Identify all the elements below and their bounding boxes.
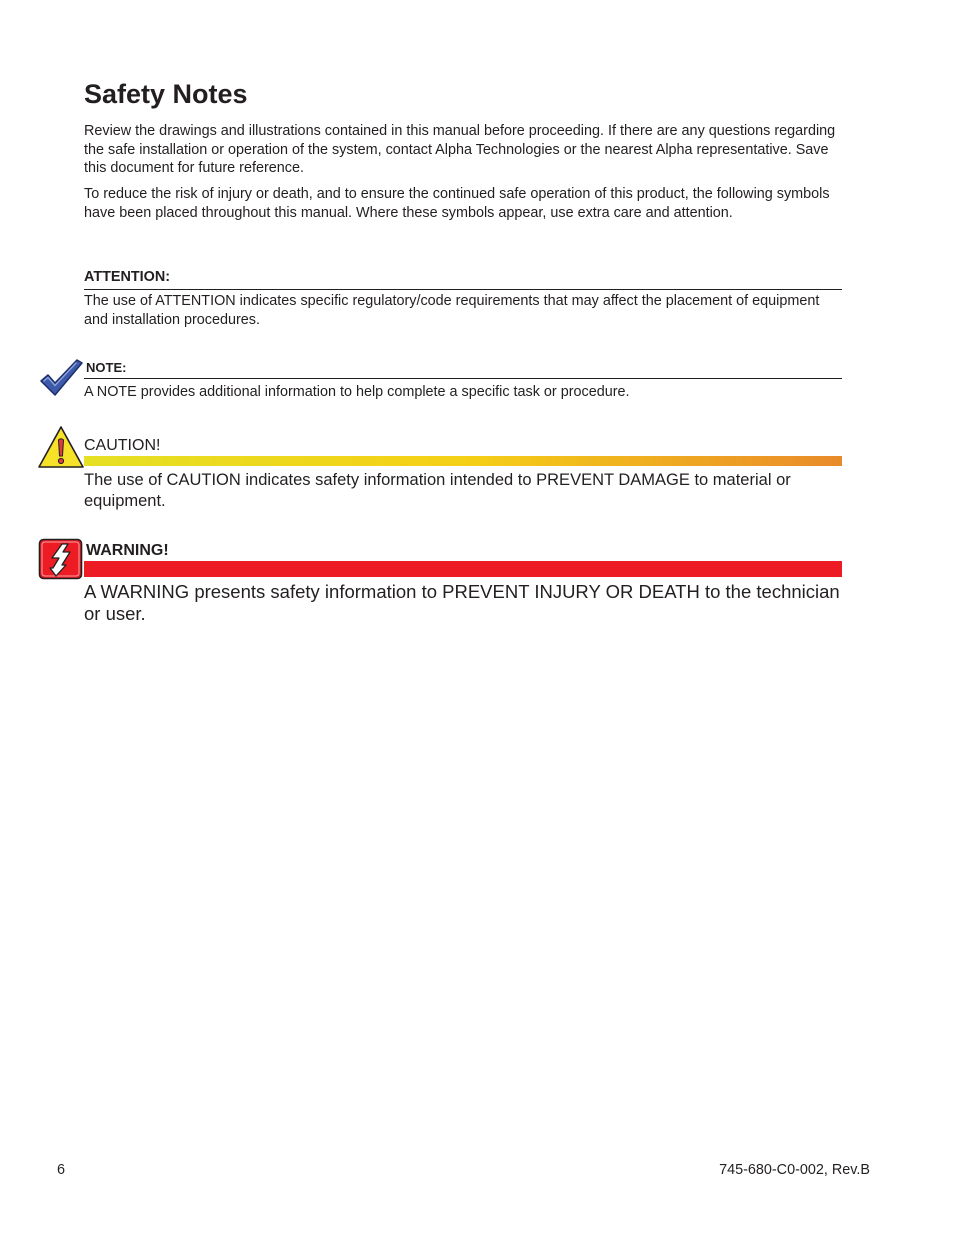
note-rule: [84, 378, 842, 379]
page-title: Safety Notes: [84, 79, 248, 109]
footer-page-number: 6: [57, 1162, 66, 1178]
warning-bar: [84, 561, 842, 577]
intro-paragraph-1: Review the drawings and illustrations contained in this manual before proceeding. If there are any questions regarding the safe installation or operation of the system, contact Alpha Technologies or the nearest Alpha representative. Save this document for future reference.: [84, 123, 836, 176]
attention-heading: ATTENTION:: [84, 269, 171, 285]
checkmark-icon: [38, 358, 84, 398]
exclamation-triangle-icon: [37, 425, 85, 469]
warning-section: [84, 541, 842, 625]
footer-doc-id: 745-680-C0-002, Rev.B: [719, 1162, 870, 1178]
intro-paragraph-2: To reduce the risk of injury or death, and to ensure the continued safe operation of this product, the following symbols have been placed throughout this manual. Where these symbols appear, use extra care and attention.: [84, 186, 830, 221]
attention-rule: [84, 289, 842, 290]
lightning-bolt-icon: [38, 538, 84, 580]
caution-bar: [84, 456, 842, 466]
note-heading: NOTE:: [86, 360, 127, 375]
caution-heading: CAUTION!: [84, 437, 161, 454]
note-section: [84, 359, 842, 402]
warning-heading: WARNING!: [86, 542, 169, 559]
caution-body: The use of CAUTION indicates safety information intended to PREVENT DAMAGE to material or equipment.: [84, 471, 791, 510]
caution-section: [84, 436, 842, 512]
warning-body: A WARNING presents safety information to PREVENT INJURY OR DEATH to the technician or user.: [84, 581, 840, 624]
attention-section: [84, 268, 842, 330]
note-body: A NOTE provides additional information to help complete a specific task or procedure.: [84, 384, 630, 400]
attention-body: The use of ATTENTION indicates specific regulatory/code requirements that may affect the placement of equipment and installation procedures.: [84, 293, 820, 328]
